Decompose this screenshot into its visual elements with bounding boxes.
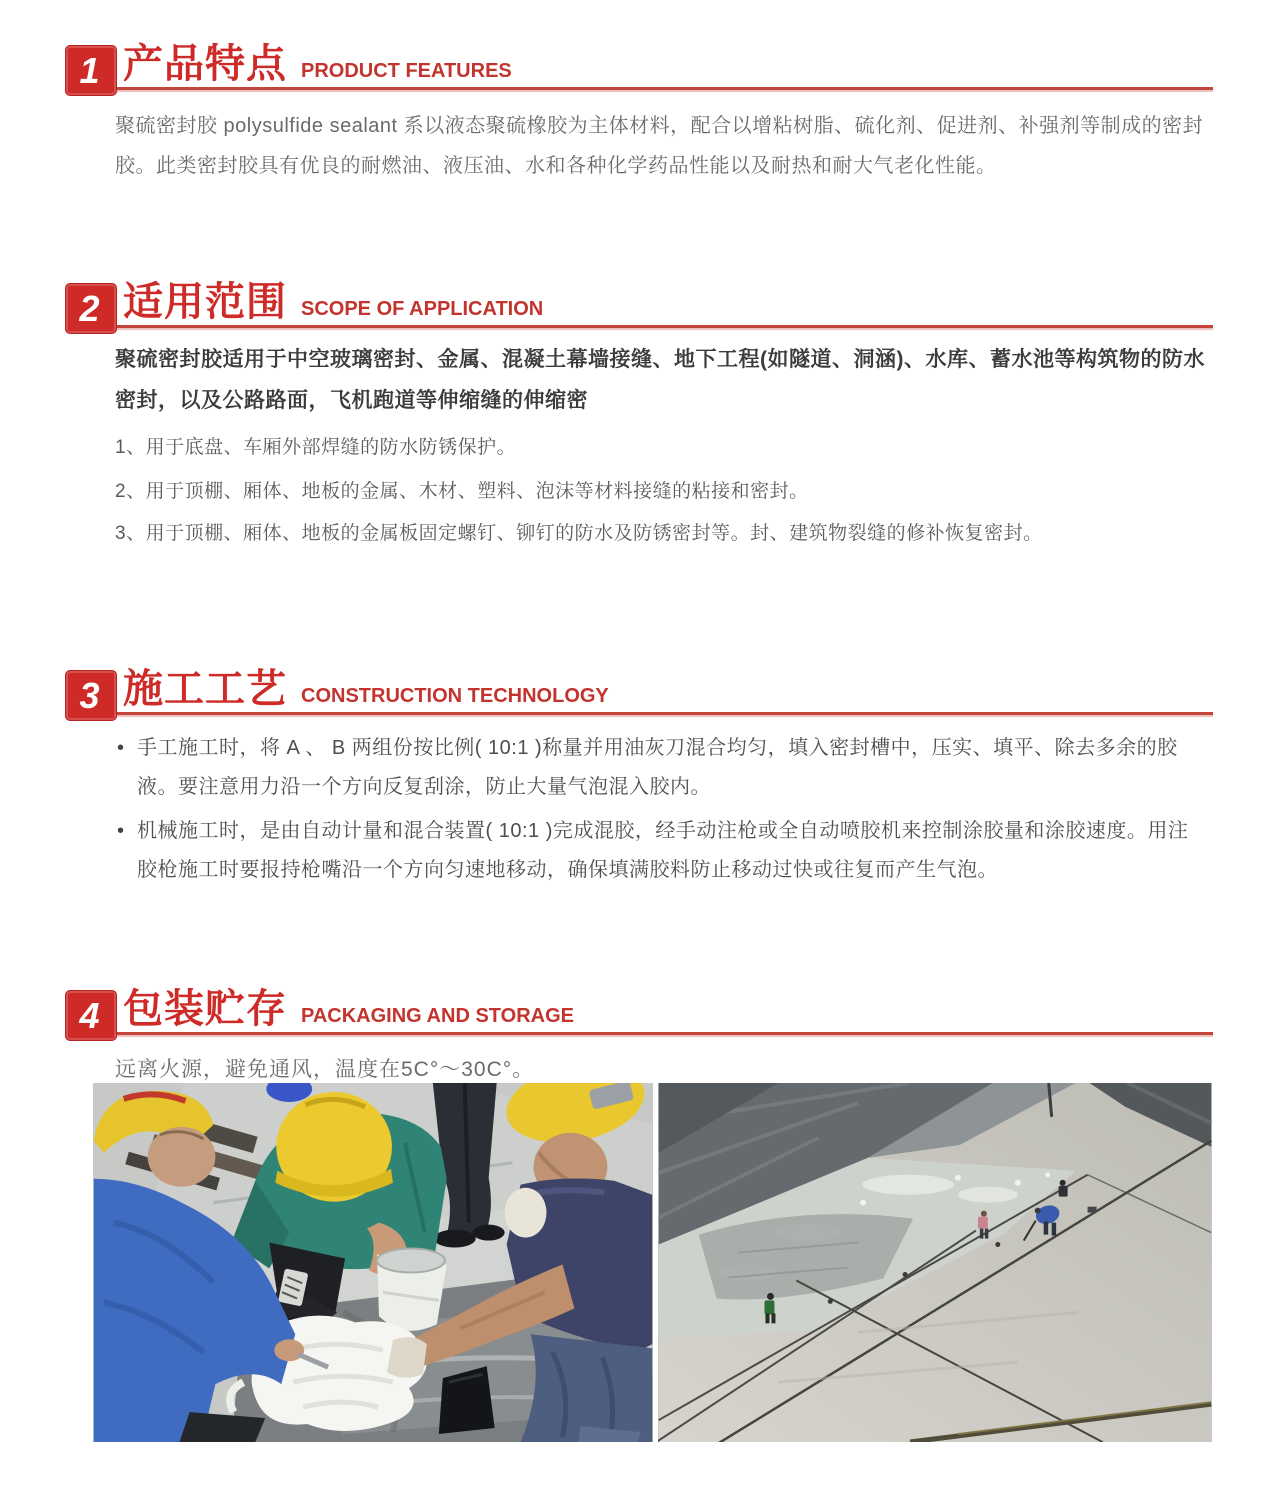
section-product-features — [65, 0, 1213, 186]
concrete-slope-expansion-joints-image — [658, 1083, 1212, 1442]
section-scope-of-application — [65, 274, 1213, 549]
section-4-number-badge: 4 — [65, 990, 117, 1041]
section-packaging-storage — [65, 981, 1213, 1089]
scope-item-list — [115, 432, 1207, 550]
section-2-title-zh: 适用范围 — [123, 280, 287, 324]
section-2-number-badge: 2 — [65, 283, 117, 334]
photo-row — [93, 1083, 1211, 1442]
scope-item-3: 3、用于顶棚、厢体、地板的金属板固定螺钉、铆钉的防水及防锈密封等。封、建筑物裂缝的修补恢复密封。 — [115, 522, 1043, 544]
section-1-title-en: PRODUCT FEATURES — [301, 60, 512, 82]
scope-item-1: 1、用于底盘、车厢外部焊缝的防水防锈保护。 — [115, 436, 517, 458]
storage-conditions-paragraph: 远离火源，避免通风，温度在5C°～30C°。 — [115, 1058, 535, 1082]
section-3-titles — [123, 667, 609, 712]
section-1-underline — [65, 87, 1213, 90]
section-1-title-zh: 产品特点 — [123, 42, 287, 86]
section-2-title-en: SCOPE OF APPLICATION — [301, 298, 544, 320]
product-features-paragraph: 聚硫密封胶 polysulfide sealant 系以液态聚硫橡胶为主体材料，配合以增粘树脂、硫化剂、促进剂、补强剂等制成的密封胶。此类密封胶具有优良的耐燃油、液压油、水和各种化学药品性能以及耐热和耐大气老化性能。 — [115, 115, 1204, 177]
scope-intro-paragraph: 聚硫密封胶适用于中空玻璃密封、金属、混凝土幕墙接缝、地下工程(如隧道、洞涵)、水库、蓄水池等构筑物的防水密封，以及公路路面，飞机跑道等伸缩缝的伸缩密 — [115, 348, 1205, 412]
section-3-number-badge: 3 — [65, 670, 117, 721]
section-2-titles — [123, 282, 543, 322]
section-4-titles — [123, 987, 574, 1032]
section-2-header — [65, 274, 1213, 328]
photo-workers-applying-sealant — [93, 1083, 653, 1442]
section-1-header — [65, 36, 1213, 90]
section-4-header — [65, 981, 1213, 1035]
section-3-underline — [65, 712, 1213, 715]
section-1-number-badge: 1 — [65, 45, 117, 96]
section-1-titles — [123, 44, 512, 84]
section-3-title-zh: 施工工艺 — [123, 667, 287, 712]
section-3-header — [65, 661, 1213, 715]
workers-applying-sealant-image — [93, 1083, 653, 1442]
scope-item-2: 2、用于顶棚、厢体、地板的金属、木材、塑料、泡沫等材料接缝的粘接和密封。 — [115, 481, 809, 503]
construction-steps — [113, 729, 1207, 889]
section-4-underline — [65, 1032, 1213, 1035]
section-4-title-en: PACKAGING AND STORAGE — [301, 1005, 574, 1028]
section-2-underline — [65, 325, 1213, 328]
construction-step-mechanical: • 机械施工时，是由自动计量和混合装置( 10:1 )完成混胶，经手动注枪或全自动喷胶机来控制涂胶量和涂胶速度。用注胶枪施工时要报持枪嘴沿一个方向匀速地移动，确保填满胶料防止移动过快或往复而产生气泡。 — [113, 812, 1207, 889]
construction-step-manual: • 手工施工时，将 A 、 B 两组份按比例( 10:1 )称量并用油灰刀混合均匀，填入密封槽中，压实、填平、除去多余的胶液。要注意用力沿一个方向反复刮涂，防止大量气泡混入胶内。 — [113, 729, 1207, 806]
section-construction-technology — [65, 661, 1213, 889]
section-4-title-zh: 包装贮存 — [123, 987, 287, 1032]
section-3-title-en: CONSTRUCTION TECHNOLOGY — [301, 685, 609, 708]
photo-concrete-slope-workers — [658, 1083, 1212, 1442]
